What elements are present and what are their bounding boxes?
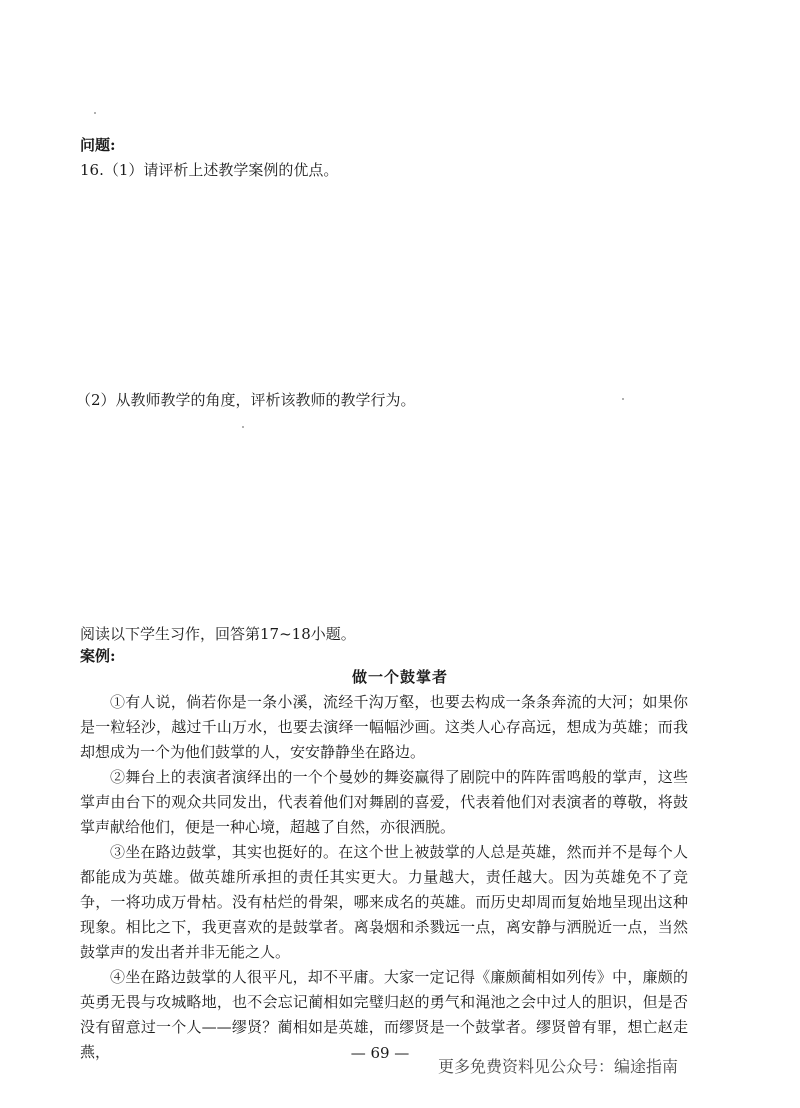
scan-speck [242, 426, 244, 428]
question-16-2: （2）从教师教学的角度，评析该教师的教学行为。 [76, 391, 416, 409]
essay-body [80, 690, 688, 1065]
essay-paragraph-1: ①有人说，倘若你是一条小溪，流经千沟万壑，也要去构成一条条奔流的大河；如果你是一粒轻沙，越过千山万水，也要去演绎一幅幅沙画。这类人心存高远，想成为英雄；而我却想成为一个为他们鼓掌的人，安安静静坐在路边。 [80, 693, 688, 761]
case-label: 案例: [80, 647, 116, 665]
page-number: — 69 — [350, 1044, 410, 1062]
scan-speck [622, 398, 624, 400]
question-16-1: 16.（1）请评析上述教学案例的优点。 [80, 161, 339, 179]
essay-paragraph-3: ③坐在路边鼓掌，其实也挺好的。在这个世上被鼓掌的人总是英雄，然而并不是每个人都能成为英雄。做英雄所承担的责任其实更大。力量越大，责任越大。因为英雄免不了竞争，一将功成万骨枯。没有枯烂的骨架，哪来成名的英雄。而历史却周而复始地呈现出这种现象。相比之下，我更喜欢的是鼓掌者。离袅烟和杀戮远一点，离安静与洒脱近一点，当然鼓掌声的发出者并非无能之人。 [80, 843, 688, 961]
reading-instruction: 阅读以下学生习作，回答第17~18小题。 [80, 625, 356, 643]
essay-paragraph-4: ④坐在路边鼓掌的人很平凡，却不平庸。大家一定记得《廉颇蔺相如列传》中，廉颇的英勇无畏与攻城略地，也不会忘记蔺相如完璧归赵的勇气和渑池之会中过人的胆识，但是否没有留意过一个人——缪贤？蔺相如是英雄，而缪贤是一个鼓掌者。缪贤曾有罪，想亡赵走燕， [80, 968, 688, 1061]
footer-note: 更多免费资料见公众号：编途指南 [438, 1057, 679, 1076]
questions-label: 问题: [80, 136, 116, 154]
essay-title: 做一个鼓掌者 [351, 668, 448, 686]
essay-paragraph-2: ②舞台上的表演者演绎出的一个个曼妙的舞姿赢得了剧院中的阵阵雷鸣般的掌声，这些掌声由台下的观众共同发出，代表着他们对舞剧的喜爱，代表着他们对表演者的尊敬，将鼓掌声献给他们，便是一种心境，超越了自然，亦很洒脱。 [80, 768, 688, 836]
scan-speck [94, 112, 96, 114]
